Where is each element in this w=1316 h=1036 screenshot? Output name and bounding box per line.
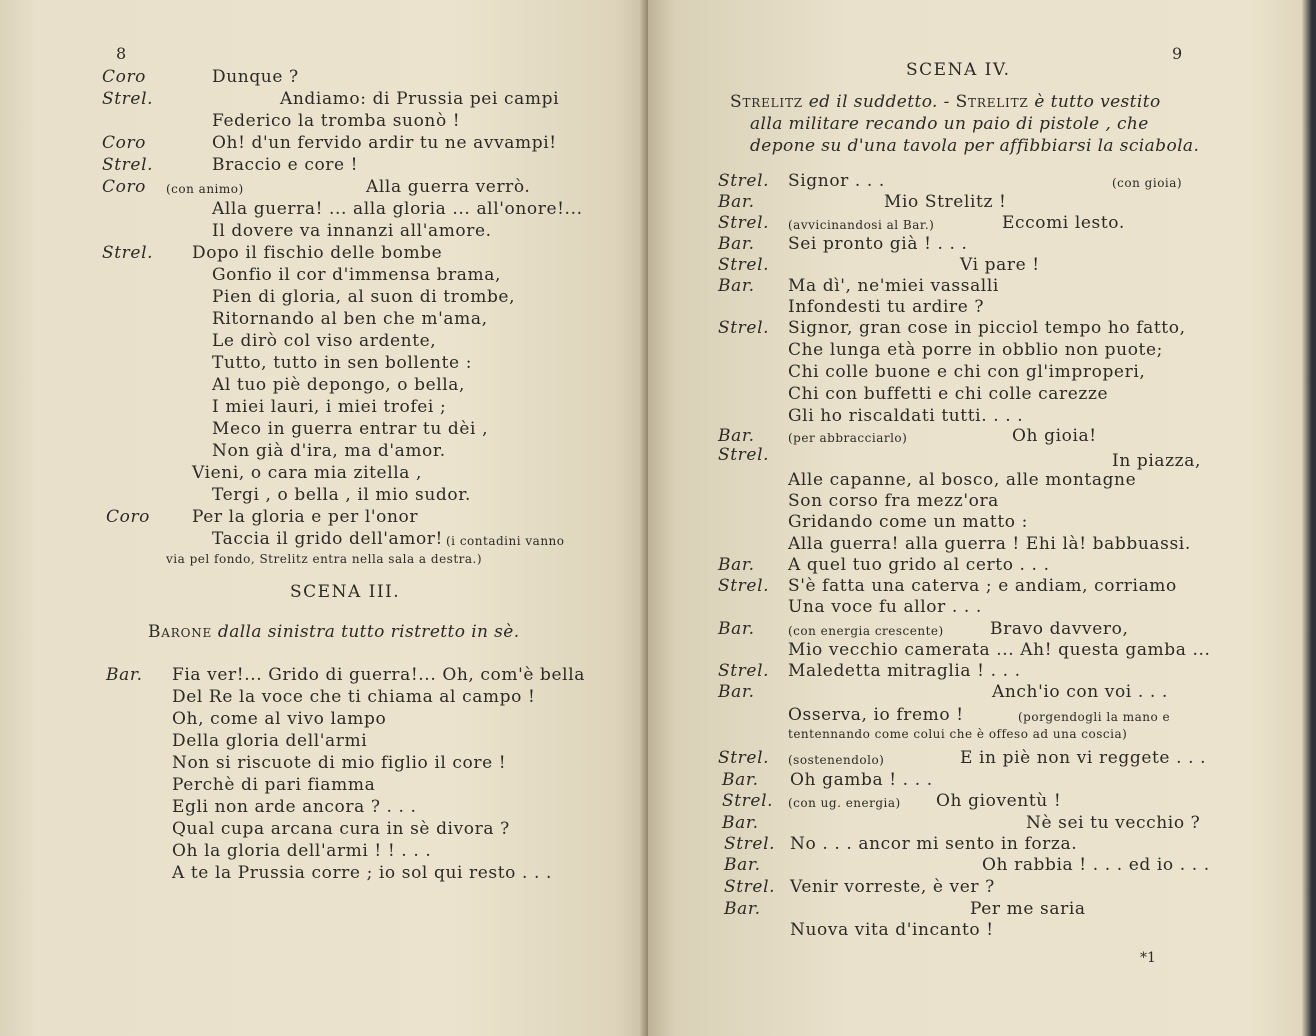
verse-line: Osserva, io fremo ! [788, 705, 964, 725]
verse-line: Oh la gloria dell'armi ! ! . . . [172, 841, 432, 861]
stage-text: è tutto vestito [1034, 92, 1161, 112]
verse-line: Fia ver!... Grido di guerra!... Oh, com'è bella [172, 665, 585, 685]
verse-line: Ritornando al ben che m'ama, [212, 309, 488, 329]
verse-line: Oh gioventù ! [936, 791, 1062, 811]
speaker-label: Bar. [718, 192, 755, 212]
verse-line: A quel tuo grido al certo . . . [788, 555, 1050, 575]
stage-text: dalla sinistra tutto ristretto in sè. [217, 622, 520, 642]
verse-line: Andiamo: di Prussia pei campi [280, 89, 560, 109]
speaker-label: Bar. [722, 770, 759, 790]
verse-line: Eccomi lesto. [1002, 213, 1125, 233]
verse-line: Venir vorreste, è ver ? [790, 877, 995, 897]
verse-line: Oh, come al vivo lampo [172, 709, 387, 729]
verse-line: Oh! d'un fervido ardir tu ne avvampi! [212, 133, 557, 153]
character-name: Barone [148, 622, 213, 642]
page-number: 8 [116, 44, 127, 63]
verse-line: Bravo davvero, [990, 619, 1129, 639]
verse-line: Il dovere va innanzi all'amore. [212, 221, 492, 241]
speaker-label: Bar. [106, 665, 143, 685]
verse-line: Perchè di pari fiamma [172, 775, 376, 795]
verse-line: Non già d'ira, ma d'amor. [212, 441, 446, 461]
verse-line: Del Re la voce che ti chiama al campo ! [172, 687, 536, 707]
speaker-label: Bar. [718, 234, 755, 254]
page-edge [1302, 0, 1316, 1036]
speaker-label: Strel. [718, 445, 770, 465]
stage-direction-line: alla militare recando un paio di pistole , che [750, 114, 1149, 134]
speaker-label: Bar. [718, 619, 755, 639]
speaker-label: Strel. [102, 89, 154, 109]
verse-line: Per me saria [970, 899, 1086, 919]
verse-line: Alla guerra! alla guerra ! Ehi là! babbuassi. [788, 534, 1191, 554]
character-name: Strelitz [730, 92, 803, 112]
speaker-label: Strel. [718, 171, 770, 191]
speaker-label: Strel. [722, 791, 774, 811]
speaker-label: Strel. [724, 877, 776, 897]
verse-line: Braccio e core ! [212, 155, 359, 175]
stage-direction-line: depone su d'una tavola per affibbiarsi la sciabola. [750, 136, 1200, 156]
verse-line: Mio Strelitz ! [884, 192, 1007, 212]
verse-line: Chi colle buone e chi con gl'improperi, [788, 362, 1146, 382]
speaker-label: Coro [102, 177, 147, 197]
verse-line: E in piè non vi reggete . . . [960, 748, 1207, 768]
verse-line: Mio vecchio camerata ... Ah! questa gamba ... [788, 640, 1211, 660]
stage-text: ed il suddetto. - [808, 92, 950, 112]
speaker-label: Strel. [718, 661, 770, 681]
verse-line: Alla guerra verrò. [366, 177, 531, 197]
scene-heading: SCENA III. [290, 582, 401, 602]
verse-line: Gonfio il cor d'immensa brama, [212, 265, 502, 285]
speaker-label: Bar. [724, 855, 761, 875]
verse-line: Per la gloria e per l'onor [192, 507, 419, 527]
speaker-label: Strel. [102, 243, 154, 263]
verse-line: Federico la tromba suonò ! [212, 111, 461, 131]
speaker-label: Bar. [718, 682, 755, 702]
verse-line: Infondesti tu ardire ? [788, 297, 985, 317]
verse-line: Nè sei tu vecchio ? [1026, 813, 1201, 833]
verse-line: Della gloria dell'armi [172, 731, 368, 751]
verse-line: Alla guerra! ... alla gloria ... all'onore!... [212, 199, 583, 219]
verse-line: Chi con buffetti e chi colle carezze [788, 384, 1109, 404]
verse-line: Che lunga età porre in obblio non puote; [788, 340, 1163, 360]
verse-line: Alle capanne, al bosco, alle montagne [788, 470, 1137, 490]
left-page [0, 0, 648, 1036]
stage-direction: tentennando come colui che è offeso ad una coscia) [788, 727, 1128, 741]
stage-direction: (con gioia) [1112, 176, 1183, 190]
verse-line: Pien di gloria, al suon di trombe, [212, 287, 516, 307]
stage-direction: (con ug. energia) [788, 796, 901, 810]
speaker-label: Strel. [718, 576, 770, 596]
verse-line: Meco in guerra entrar tu dèi , [212, 419, 489, 439]
verse-line: Gridando come un matto : [788, 512, 1028, 532]
speaker-label: Bar. [722, 813, 759, 833]
verse-line: Taccia il grido dell'amor! [212, 529, 443, 549]
verse-line: Ma dì', ne'miei vassalli [788, 276, 999, 296]
stage-direction: via pel fondo, Strelitz entra nella sala a destra.) [166, 552, 483, 566]
verse-line: Qual cupa arcana cura in sè divora ? [172, 819, 510, 839]
page-number: 9 [1172, 44, 1183, 63]
verse-line: Signor, gran cose in picciol tempo ho fatto, [788, 318, 1186, 338]
verse-line: Anch'io con voi . . . [992, 682, 1168, 702]
verse-line: Dunque ? [212, 67, 299, 87]
stage-direction: (sostenendolo) [788, 753, 885, 767]
verse-line: Tutto, tutto in sen bollente : [212, 353, 473, 373]
verse-line: No . . . ancor mi sento in forza. [790, 834, 1078, 854]
verse-line: I miei lauri, i miei trofei ; [212, 397, 447, 417]
speaker-label: Coro [102, 133, 147, 153]
speaker-label: Strel. [718, 213, 770, 233]
speaker-label: Bar. [718, 426, 755, 446]
verse-line: Oh rabbia ! . . . ed io . . . [982, 855, 1210, 875]
stage-direction: (con energia crescente) [788, 624, 944, 638]
speaker-label: Bar. [718, 276, 755, 296]
speaker-label: Strel. [718, 255, 770, 275]
verse-line: Signor . . . [788, 171, 885, 191]
verse-line: Vi pare ! [960, 255, 1040, 275]
verse-line: Dopo il fischio delle bombe [192, 243, 443, 263]
speaker-label: Strel. [718, 748, 770, 768]
speaker-label: Strel. [718, 318, 770, 338]
right-page [648, 0, 1316, 1036]
speaker-label: Strel. [724, 834, 776, 854]
verse-line: Sei pronto già ! . . . [788, 234, 968, 254]
speaker-label: Bar. [724, 899, 761, 919]
speaker-label: Bar. [718, 555, 755, 575]
verse-line: Oh gamba ! . . . [790, 770, 933, 790]
verse-line: Al tuo piè depongo, o bella, [212, 375, 466, 395]
stage-direction: (avvicinandosi al Bar.) [788, 218, 935, 232]
speaker-label: Strel. [102, 155, 154, 175]
speaker-label: Coro [102, 67, 147, 87]
stage-direction: (per abbracciarlo) [788, 431, 908, 445]
verse-line: A te la Prussia corre ; io sol qui resto . . . [172, 863, 553, 883]
verse-line: Son corso fra mezz'ora [788, 491, 999, 511]
signature-mark: *1 [1140, 950, 1156, 966]
verse-line: Una voce fu allor . . . [788, 597, 982, 617]
verse-line: Non si riscuote di mio figlio il core ! [172, 753, 507, 773]
stage-direction-block [148, 622, 520, 642]
verse-line: Gli ho riscaldati tutti. . . . [788, 406, 1024, 426]
stage-direction: (con animo) [166, 182, 244, 196]
verse-line: Oh gioia! [1012, 426, 1097, 446]
verse-line: Maledetta mitraglia ! . . . [788, 661, 1021, 681]
character-name: Strelitz [955, 92, 1029, 112]
stage-direction: (porgendogli la mano e [1018, 710, 1171, 724]
verse-line: Tergi , o bella , il mio sudor. [212, 485, 472, 505]
verse-line: Le dirò col viso ardente, [212, 331, 437, 351]
verse-line: Vieni, o cara mia zitella , [192, 463, 423, 483]
scene-heading: SCENA IV. [906, 60, 1011, 80]
verse-line: In piazza, [1112, 451, 1201, 471]
verse-line: Egli non arde ancora ? . . . [172, 797, 417, 817]
verse-line: S'è fatta una caterva ; e andiam, corriamo [788, 576, 1177, 596]
speaker-label: Coro [106, 507, 151, 527]
verse-line: Nuova vita d'incanto ! [790, 920, 994, 940]
stage-direction-line [730, 92, 1161, 112]
stage-direction: (i contadini vanno [446, 534, 565, 548]
